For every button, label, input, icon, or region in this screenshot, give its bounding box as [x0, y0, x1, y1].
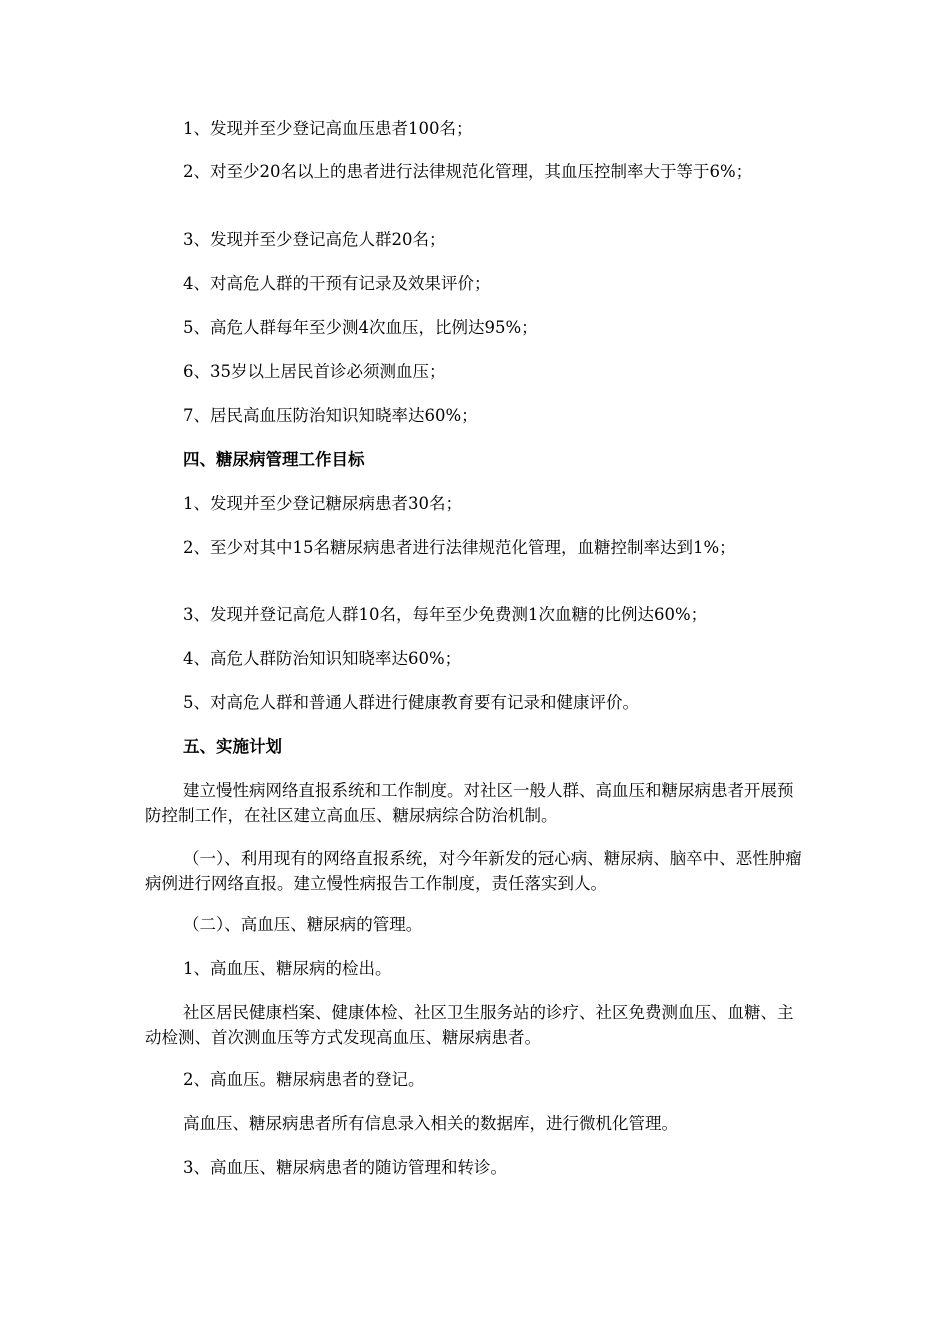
diabetes-item-2: 2、至少对其中15名糖尿病患者进行法律规范化管理，血糖控制率达到1%； — [183, 538, 736, 557]
diabetes-item-1: 1、发现并至少登记糖尿病患者30名； — [183, 494, 462, 513]
plan-subsection-2: （二）、高血压、糖尿病的管理。 — [183, 915, 423, 934]
hypertension-item-1: 1、发现并至少登记高血压患者100名； — [183, 119, 473, 138]
hypertension-item-5: 5、高危人群每年至少测4次血压，比例达95%； — [183, 318, 538, 337]
plan-step-3-title: 3、高血压、糖尿病患者的随访管理和转诊。 — [183, 1158, 507, 1177]
diabetes-item-5: 5、对高危人群和普通人群进行健康教育要有记录和健康评价。 — [183, 693, 639, 712]
plan-subsection-1: （一）、利用现有的网络直报系统，对今年新发的冠心病、糖尿病、脑卒中、恶性肿瘤病例进行网络直报。建立慢性病报告工作制度，责任落实到人。 — [145, 849, 802, 893]
diabetes-item-4: 4、高危人群防治知识知晓率达60%； — [183, 649, 462, 668]
plan-step-2-title: 2、高血压。糖尿病患者的登记。 — [183, 1070, 425, 1089]
plan-intro: 建立慢性病网络直报系统和工作制度。对社区一般人群、高血压和糖尿病患者开展预防控制工作，在社区建立高血压、糖尿病综合防治机制。 — [145, 781, 794, 825]
diabetes-item-3: 3、发现并登记高危人群10名，每年至少免费测1次血糖的比例达60%； — [183, 605, 708, 624]
hypertension-item-7: 7、居民高血压防治知识知晓率达60%； — [183, 406, 478, 425]
plan-step-1-title: 1、高血压、糖尿病的检出。 — [183, 959, 392, 978]
plan-step-1-text: 社区居民健康档案、健康体检、社区卫生服务站的诊疗、社区免费测血压、血糖、主动检测、首次测血压等方式发现高血压、糖尿病患者。 — [145, 1003, 794, 1047]
hypertension-item-3: 3、发现并至少登记高危人群20名； — [183, 230, 446, 249]
plan-section-heading: 五、实施计划 — [183, 737, 282, 756]
hypertension-item-6: 6、35岁以上居民首诊必须测血压； — [183, 362, 446, 381]
diabetes-section-heading: 四、糖尿病管理工作目标 — [183, 450, 365, 469]
plan-step-2-text: 高血压、糖尿病患者所有信息录入相关的数据库，进行微机化管理。 — [183, 1114, 678, 1133]
hypertension-item-4: 4、对高危人群的干预有记录及效果评价； — [183, 274, 491, 293]
hypertension-item-2: 2、对至少20名以上的患者进行法律规范化管理，其血压控制率大于等于6%； — [183, 162, 753, 181]
